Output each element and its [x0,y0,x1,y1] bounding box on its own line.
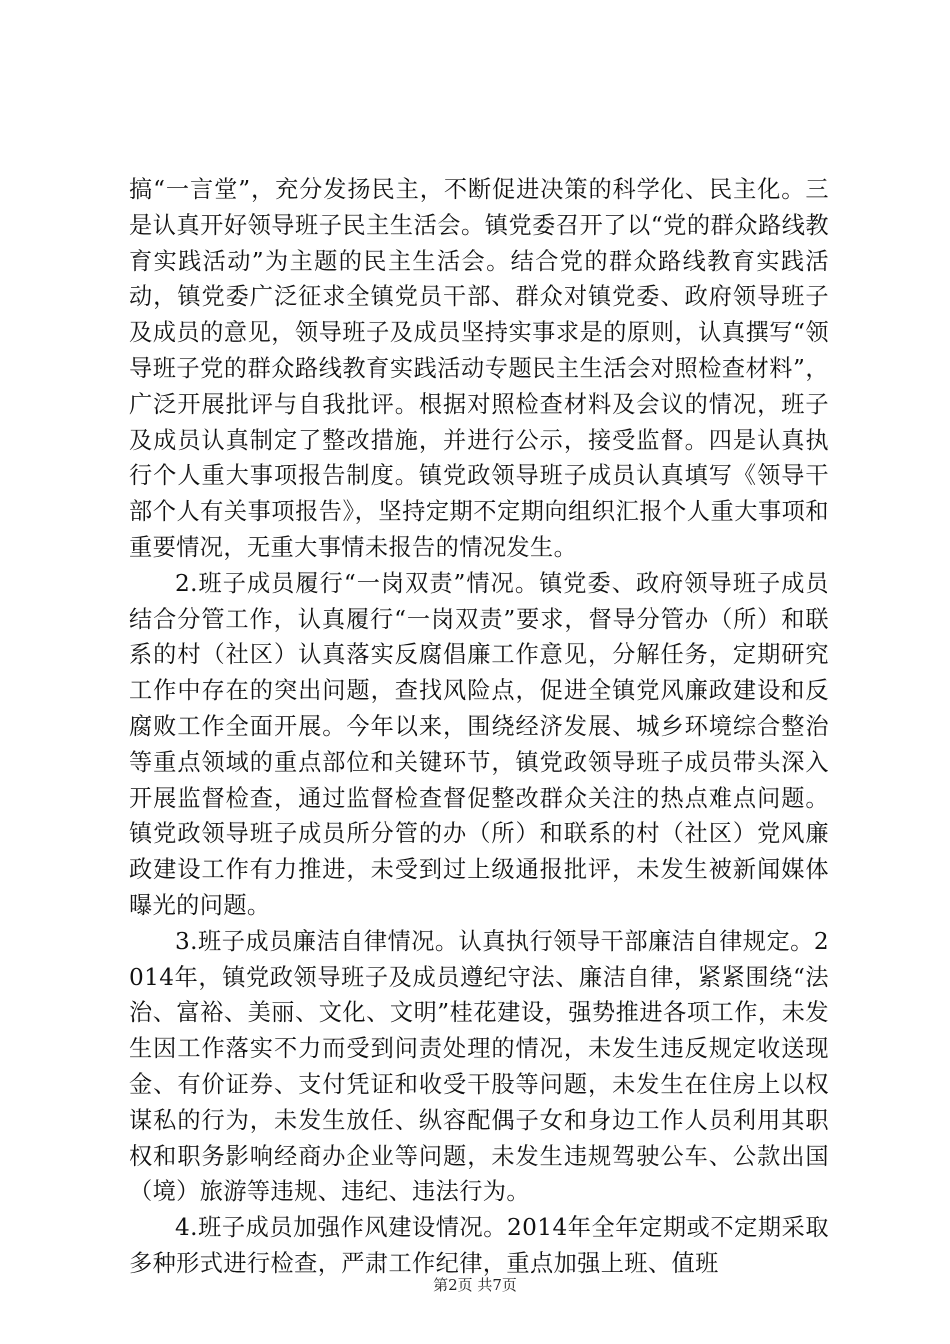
body-text [129,172,829,1282]
paragraph-item-2: 2.班子成员履行“一岗双责”情况。镇党委、政府领导班子成员结合分管工作，认真履行“一岗双责”要求，督导分管办（所）和联系的村（社区）认真落实反腐倡廉工作意见，分解任务，定期研究工作中存在的突出问题，查找风险点，促进全镇党风廉政建设和反腐败工作全面开展。今年以来，围绕经济发展、城乡环境综合整治等重点领域的重点部位和关键环节，镇党政领导班子成员带头深入开展监督检查，通过监督检查督促整改群众关注的热点难点问题。镇党政领导班子成员所分管的办（所）和联系的村（社区）党风廉政建设工作有力推进，未受到过上级通报批评，未发生被新闻媒体曝光的问题。 [129,569,829,919]
paragraph-item-4: 4.班子成员加强作风建设情况。2014年全年定期或不定期采取多种形式进行检查，严肃工作纪律，重点加强上班、值班 [129,1214,829,1277]
page-number-footer: 第2页 共7页 [433,1276,517,1294]
paragraph-continuation: 搞“一言堂”，充分发扬民主，不断促进决策的科学化、民主化。三是认真开好领导班子民主生活会。镇党委召开了以“党的群众路线教育实践活动”为主题的民主生活会。结合党的群众路线教育实践活动，镇党委广泛征求全镇党员干部、群众对镇党委、政府领导班子及成员的意见，领导班子及成员坚持实事求是的原则，认真撰写“领导班子党的群众路线教育实践活动专题民主生活会对照检查材料”，广泛开展批评与自我批评。根据对照检查材料及会议的情况，班子及成员认真制定了整改措施，并进行公示，接受监督。四是认真执行个人重大事项报告制度。镇党政领导班子成员认真填写《领导干部个人有关事项报告》，坚持定期不定期向组织汇报个人重大事项和重要情况，无重大事情未报告的情况发生。 [129,176,829,561]
paragraph-item-3: 3.班子成员廉洁自律情况。认真执行领导干部廉洁自律规定。2014年，镇党政领导班子及成员遵纪守法、廉洁自律，紧紧围绕“法治、富裕、美丽、文化、文明”桂花建设，强势推进各项工作，未发生因工作落实不力而受到问责处理的情况，未发生违反规定收送现金、有价证券、支付凭证和收受干股等问题，未发生在住房上以权谋私的行为，未发生放任、纵容配偶子女和身边工作人员利用其职权和职务影响经商办企业等问题，未发生违规驾驶公车、公款出国（境）旅游等违规、违纪、违法行为。 [129,927,829,1206]
